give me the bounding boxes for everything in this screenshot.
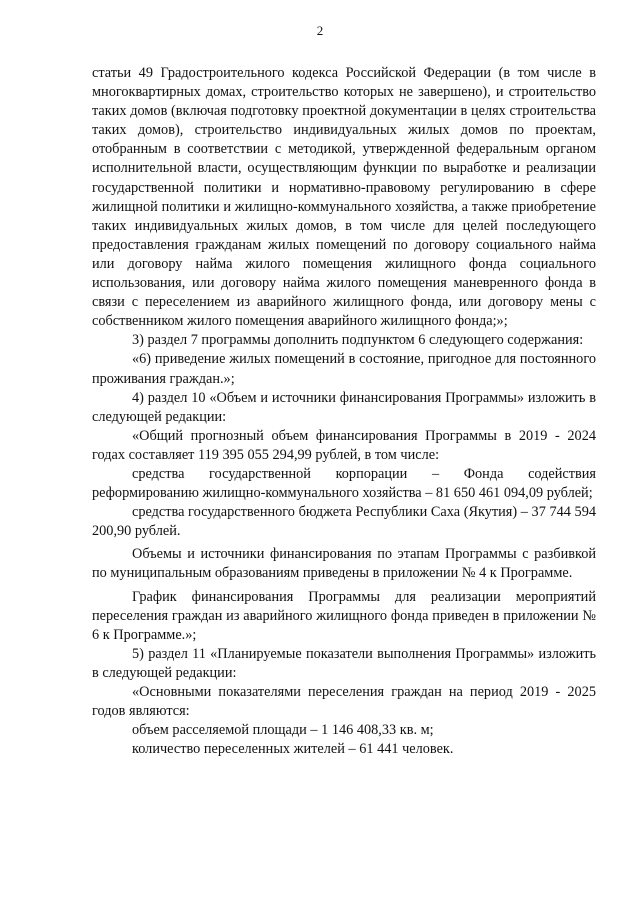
paragraph-total-financing: «Общий прогнозный объем финансирования Программы в 2019 - 2024 годах составляет 119 395 055 294,99 рублей, в том числе: [92,427,596,463]
paragraph-fund-financing: средства государственной корпорации – Фонда содействия реформированию жилищно-коммунального хозяйства – 81 650 461 094,09 рублей; [92,465,596,502]
paragraph-item-4: 4) раздел 10 «Объем и источники финансирования Программы» изложить в следующей редакции: [92,389,596,425]
paragraph-budget-financing: средства государственного бюджета Республики Саха (Якутия) – 37 744 594 200,90 рублей. [92,504,596,540]
paragraph-main-indicators: «Основными показателями переселения граждан на период 2019 - 2025 годов являются: [92,684,596,720]
paragraph-item-3: 3) раздел 7 программы дополнить подпунктом 6 следующего содержания: [132,332,584,349]
paragraph-resettled-area: объем расселяемой площади – 1 146 408,33 кв. м; [132,722,434,739]
paragraph-continuation: статьи 49 Градостроительного кодекса Российской Федерации (в том числе в многоквартирных домах, строительство которых не завершено), и строительство таких домов (включая подготовку проектной документации в целях строительства таких домов), строительство индивидуальных жилых домов по проектам, отобранным в соответствии с методикой, утвержденной федеральным органом исполнительной власти, осуществляющим функции по выработке и реализации государственной политики и нормативно-правовому регулированию в сфере жилищной политики и жилищно-коммунального хозяйства, а также приобретение таких индивидуальных жилых домов, в том числе для целей последующего предоставления гражданам жилых помещений по договору социального найма или договору найма жилого помещения жилищного фонда социального использования, или договору найма жилого помещения маневренного фонда в связи с переселением из аварийного жилищного фонда, или договору мены с собственником жилого помещения аварийного жилищного фонда;»; [92,65,596,330]
document-body [92,64,596,759]
page-number: 2 [316,23,324,38]
paragraph-resettled-residents: количество переселенных жителей – 61 441 человек. [132,741,454,758]
paragraph-financing-by-stages: Объемы и источники финансирования по этапам Программы с разбивкой по муниципальным образованиям приведены в приложении № 4 к Программе. [92,546,596,582]
paragraph-financing-schedule: График финансирования Программы для реализации мероприятий переселения граждан из аварийного жилищного фонда приведен в приложении № 6 к Программе.»; [92,588,596,643]
paragraph-item-5: 5) раздел 11 «Планируемые показатели выполнения Программы» изложить в следующей редакции: [92,645,596,681]
paragraph-subitem-6: «6) приведение жилых помещений в состояние, пригодное для постоянного проживания граждан.»; [92,351,596,387]
